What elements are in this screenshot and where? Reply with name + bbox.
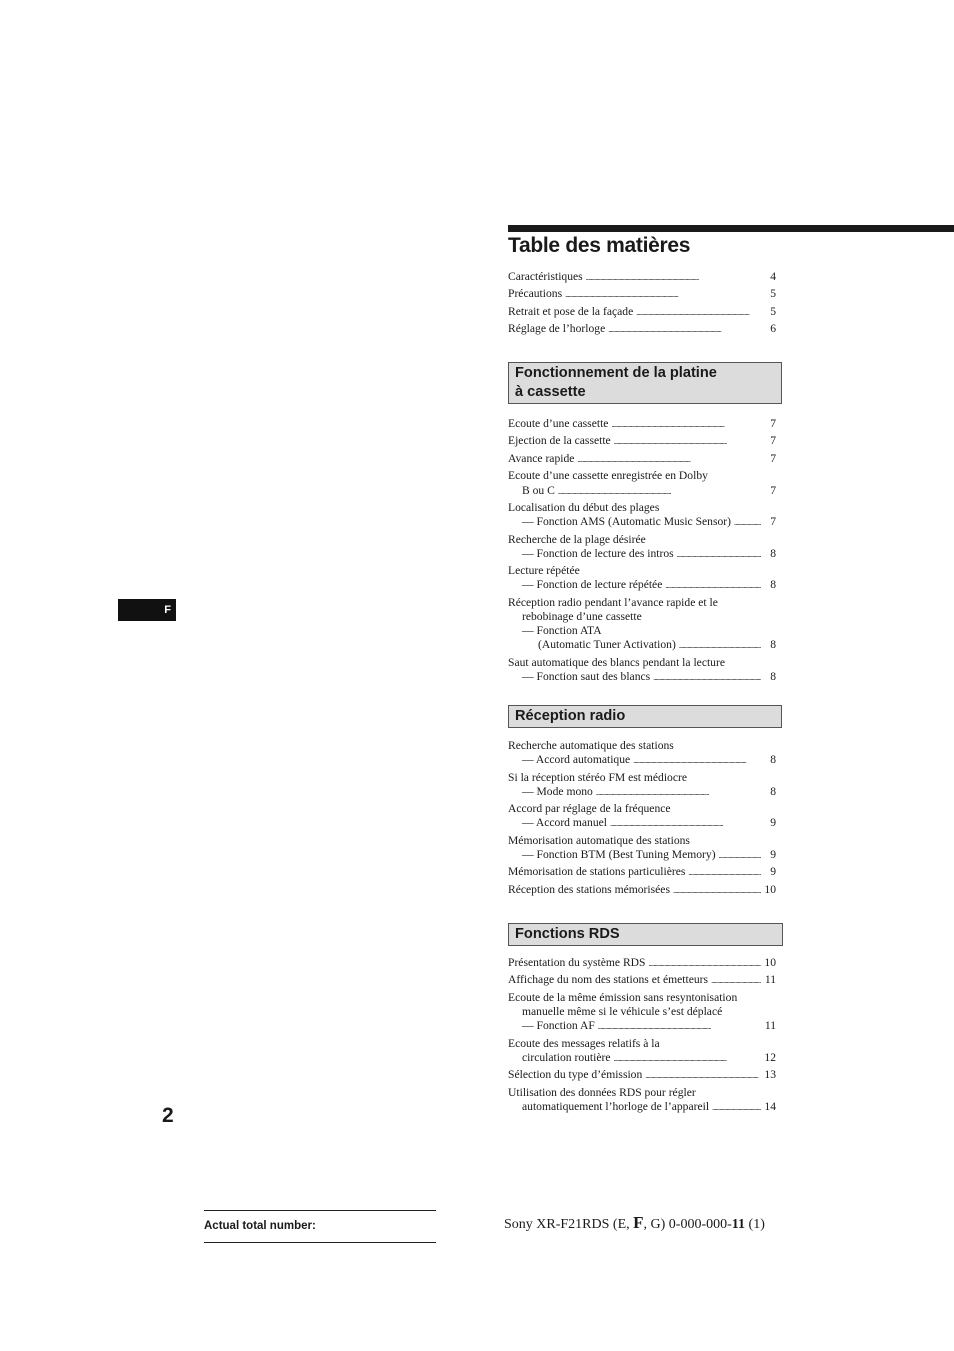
title-rule (508, 225, 954, 232)
toc-page-number: 7 (770, 483, 776, 497)
toc-entry-title: B ou C (522, 483, 555, 497)
dot-leader (653, 670, 761, 685)
toc-entry[interactable] (508, 322, 776, 337)
toc-page-number: 14 (764, 1099, 776, 1113)
toc-entry[interactable] (508, 564, 776, 593)
toc-entry-title: Réception des stations mémorisées (508, 882, 670, 896)
toc-page-number: 10 (764, 956, 776, 969)
toc-page-number: 11 (764, 1019, 776, 1033)
section-heading-cassette: Fonctionnement de la platine à cassette (508, 362, 782, 404)
dot-leader (636, 305, 761, 320)
dot-leader (614, 434, 761, 449)
toc-entry-title: (Automatic Tuner Activation) (538, 638, 676, 652)
dot-leader (565, 287, 761, 302)
toc-page-number: 8 (770, 753, 776, 767)
toc-page-number: 8 (770, 578, 776, 592)
toc-page-number: 7 (770, 434, 776, 448)
toc-entry-title: — Mode mono (522, 784, 593, 798)
toc-page-number: 10 (764, 882, 776, 896)
dot-leader (677, 547, 761, 562)
toc-entry-title: Mémorisation de stations particulières (508, 865, 686, 879)
toc-radio (508, 739, 776, 900)
dot-leader (614, 1051, 761, 1066)
toc-entry[interactable] (508, 991, 776, 1034)
toc-entry-title: Affichage du nom des stations et émetteurs (508, 973, 709, 987)
footer-box (204, 1210, 436, 1243)
dot-leader (611, 417, 761, 432)
toc-page-number: 8 (770, 784, 776, 798)
toc-entry-title: Ejection de la cassette (508, 434, 611, 448)
dot-leader (719, 848, 761, 863)
toc-page-number: 11 (764, 973, 776, 987)
toc-entry-title: — Fonction de lecture des intros (522, 546, 674, 560)
toc-entry[interactable] (508, 1086, 776, 1115)
dot-leader (598, 1019, 761, 1034)
toc-page-number: 13 (764, 1068, 776, 1082)
toc-entry[interactable] (508, 434, 776, 449)
toc-entry-line: Recherche de la plage désirée (508, 532, 646, 546)
toc-entry-line: Utilisation des données RDS pour régler (508, 1085, 696, 1099)
toc-entry-line: manuelle même si le véhicule s’est déplacé (522, 1005, 723, 1019)
dot-leader (596, 785, 761, 800)
toc-entry-title: circulation routière (522, 1050, 611, 1064)
toc-page-number: 4 (770, 270, 776, 283)
toc-entry[interactable] (508, 305, 776, 320)
toc-entry-title: Ecoute d’une cassette (508, 417, 609, 430)
toc-entry[interactable] (508, 287, 776, 302)
toc-entry-title: — Accord manuel (522, 816, 607, 830)
toc-entry[interactable] (508, 771, 776, 800)
dot-leader (649, 956, 761, 971)
toc-entry-title: Réglage de l’horloge (508, 322, 606, 336)
toc-entry-line: Mémorisation automatique des stations (508, 833, 690, 847)
dot-leader (586, 270, 761, 285)
toc-entry-line: Réception radio pendant l’avance rapide et le (508, 595, 718, 609)
toc-entry-title: — Fonction de lecture répétée (522, 578, 663, 592)
toc-entry[interactable] (508, 1068, 776, 1083)
toc-entry[interactable] (508, 501, 776, 530)
toc-entry[interactable] (508, 956, 776, 971)
toc-entry[interactable] (508, 802, 776, 831)
toc-entry-title: automatiquement l’horloge de l’appareil (522, 1099, 710, 1113)
section-heading-rds: Fonctions RDS (508, 923, 783, 946)
toc-entry[interactable] (508, 739, 776, 768)
language-tab: F (118, 599, 176, 621)
toc-entry-title: Sélection du type d’émission (508, 1068, 643, 1082)
toc-entry[interactable] (508, 973, 776, 988)
toc-entry[interactable] (508, 883, 776, 898)
toc-entry-line: Si la réception stéréo FM est médiocre (508, 770, 688, 784)
dot-leader (688, 865, 761, 880)
toc-entry-title: Précautions (508, 287, 563, 301)
dot-leader (610, 816, 761, 831)
toc-page-number: 8 (770, 638, 776, 652)
toc-page-number: 8 (770, 669, 776, 683)
toc-entry[interactable] (508, 834, 776, 863)
dot-leader (558, 484, 761, 499)
toc-entry-line: Ecoute des messages relatifs à la (508, 1036, 660, 1050)
toc-entry[interactable] (508, 417, 776, 432)
toc-entry-title: Retrait et pose de la façade (508, 304, 634, 318)
page-number: 2 (162, 1104, 174, 1127)
toc-page-number: 9 (770, 816, 776, 830)
toc-entry[interactable] (508, 533, 776, 562)
toc-page-number: 7 (770, 451, 776, 465)
dot-leader (734, 515, 761, 530)
toc-entry-title: Caractéristiques (508, 270, 583, 283)
toc-rds (508, 956, 776, 1117)
toc-entry-line: — Fonction ATA (522, 623, 602, 637)
toc-entry-line: Recherche automatique des stations (508, 739, 674, 752)
dot-leader (665, 578, 761, 593)
toc-entry[interactable] (508, 1037, 776, 1066)
toc-entry-title: Avance rapide (508, 451, 575, 465)
toc-entry-title: Présentation du système RDS (508, 956, 646, 969)
toc-page-number: 7 (770, 515, 776, 529)
toc-page-number: 9 (770, 847, 776, 861)
dot-leader (645, 1068, 761, 1083)
toc-page-number: 7 (770, 417, 776, 430)
page-title: Table des matières (508, 234, 691, 257)
toc-page-number: 8 (770, 546, 776, 560)
toc-entry[interactable] (508, 656, 776, 685)
toc-entry-line: Lecture répétée (508, 564, 580, 578)
toc-entry[interactable] (508, 452, 776, 467)
toc-entry-line: Saut automatique des blancs pendant la lecture (508, 655, 725, 669)
dot-leader (679, 638, 761, 653)
toc-entry[interactable] (508, 865, 776, 880)
toc-intro (508, 270, 776, 340)
toc-page-number: 12 (764, 1050, 776, 1064)
toc-entry-title: — Fonction AF (522, 1019, 595, 1033)
toc-entry-title: — Fonction BTM (Best Tuning Memory) (522, 847, 716, 861)
toc-entry-line: Accord par réglage de la fréquence (508, 802, 671, 816)
toc-entry[interactable] (508, 270, 776, 285)
toc-page-number: 5 (770, 287, 776, 301)
toc-entry-line: Localisation du début des plages (508, 501, 660, 515)
toc-cassette (508, 417, 776, 687)
footer-label: Actual total number: (204, 1220, 316, 1232)
toc-page-number: 9 (770, 865, 776, 879)
toc-entry[interactable] (508, 469, 776, 498)
toc-page-number: 6 (770, 322, 776, 336)
toc-entry[interactable] (508, 596, 776, 653)
dot-leader (712, 1100, 761, 1115)
toc-page-number: 5 (770, 304, 776, 318)
section-heading-radio: Réception radio (508, 705, 782, 728)
dot-leader (633, 753, 761, 768)
toc-entry-title: — Fonction AMS (Automatic Music Sensor) (522, 515, 732, 529)
model-reference: Sony XR-F21RDS (E, F, G) 0-000-000-11 (1) (504, 1213, 765, 1232)
toc-entry-line: Ecoute de la même émission sans resyntonisation (508, 990, 738, 1004)
dot-leader (673, 883, 761, 898)
toc-entry-line: Ecoute d’une cassette enregistrée en Dolby (508, 469, 708, 483)
toc-entry-title: — Fonction saut des blancs (522, 669, 651, 683)
toc-entry-line: rebobinage d’une cassette (522, 609, 642, 623)
dot-leader (577, 452, 761, 467)
toc-entry-title: — Accord automatique (522, 753, 631, 767)
dot-leader (711, 973, 761, 988)
dot-leader (608, 322, 761, 337)
